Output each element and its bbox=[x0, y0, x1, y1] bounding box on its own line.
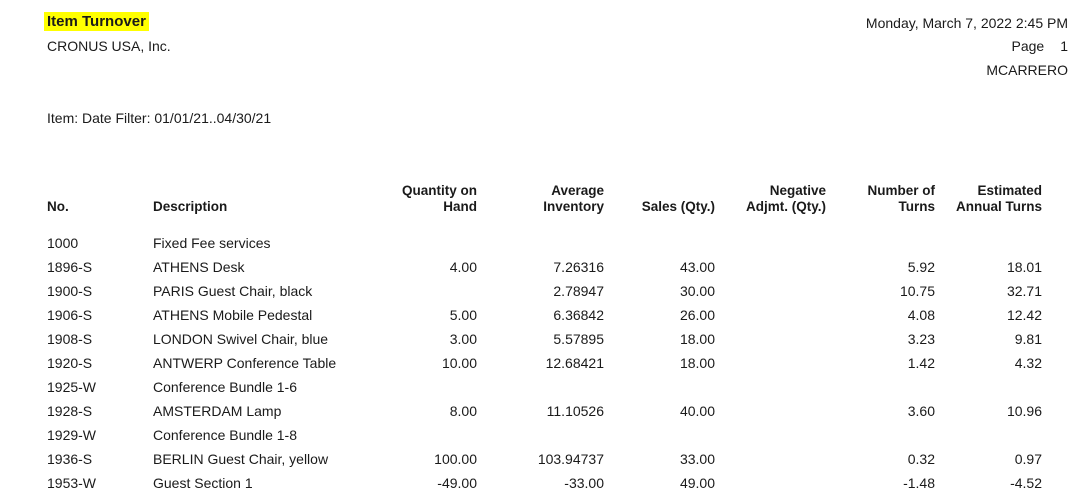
col-header-turns-line1: Number of bbox=[867, 183, 935, 198]
cell-annual-turns bbox=[935, 423, 1042, 447]
cell-neg-adjmt bbox=[715, 375, 826, 399]
cell-number-of-turns bbox=[826, 375, 935, 399]
cell-spacer bbox=[1042, 255, 1073, 279]
col-header-annual-turns-line2: Annual Turns bbox=[956, 199, 1042, 214]
col-header-no: No. bbox=[47, 199, 69, 214]
table-row bbox=[0, 255, 1073, 279]
col-header-turns bbox=[868, 183, 936, 215]
table-row bbox=[0, 279, 1073, 303]
cell-number-of-turns: 3.23 bbox=[907, 331, 935, 347]
cell-number-of-turns: 4.08 bbox=[907, 307, 935, 323]
cell-spacer bbox=[1042, 375, 1073, 399]
cell-sales-qty: 49.00 bbox=[679, 475, 715, 491]
cell-annual-turns: 4.32 bbox=[1014, 355, 1042, 371]
cell-qty-on-hand: 5.00 bbox=[449, 307, 477, 323]
cell-spacer bbox=[0, 471, 47, 495]
cell-spacer bbox=[0, 255, 47, 279]
cell-spacer bbox=[0, 375, 47, 399]
cell-item-no: 1936-S bbox=[47, 451, 93, 467]
cell-sales-qty: 18.00 bbox=[679, 355, 715, 371]
cell-qty-on-hand bbox=[367, 279, 477, 303]
cell-item-no: 1000 bbox=[47, 235, 79, 251]
cell-avg-inventory: 12.68421 bbox=[545, 355, 604, 371]
cell-qty-on-hand: -49.00 bbox=[437, 475, 477, 491]
cell-description: BERLIN Guest Chair, yellow bbox=[153, 451, 329, 467]
page-label: Page bbox=[1011, 38, 1045, 54]
col-header-annual-turns-line1: Estimated bbox=[977, 183, 1042, 198]
cell-sales-qty: 18.00 bbox=[679, 331, 715, 347]
cell-avg-inventory bbox=[477, 423, 604, 447]
cell-spacer bbox=[1042, 231, 1073, 255]
cell-number-of-turns: 10.75 bbox=[899, 283, 935, 299]
cell-spacer bbox=[1042, 327, 1073, 351]
cell-qty-on-hand: 10.00 bbox=[441, 355, 477, 371]
cell-spacer bbox=[0, 351, 47, 375]
cell-description: Fixed Fee services bbox=[153, 235, 271, 251]
cell-annual-turns: 10.96 bbox=[1006, 403, 1042, 419]
cell-sales-qty bbox=[604, 423, 715, 447]
cell-spacer bbox=[0, 327, 47, 351]
col-header-neg-adjmt-line1: Negative bbox=[769, 183, 826, 198]
table-row bbox=[0, 423, 1073, 447]
page-indicator bbox=[1012, 38, 1069, 54]
cell-qty-on-hand bbox=[367, 375, 477, 399]
company-name: CRONUS USA, Inc. bbox=[47, 38, 171, 54]
cell-avg-inventory bbox=[477, 375, 604, 399]
cell-avg-inventory: 11.10526 bbox=[546, 403, 604, 419]
report-title: Item Turnover bbox=[44, 12, 149, 31]
cell-sales-qty bbox=[604, 375, 715, 399]
col-header-sales: Sales (Qty.) bbox=[641, 199, 715, 214]
col-header-avg-inventory-line2: Inventory bbox=[543, 199, 604, 214]
cell-item-no: 1908-S bbox=[47, 331, 93, 347]
cell-neg-adjmt bbox=[715, 399, 826, 423]
cell-qty-on-hand bbox=[367, 231, 477, 255]
cell-neg-adjmt bbox=[715, 279, 826, 303]
cell-avg-inventory bbox=[477, 231, 604, 255]
cell-number-of-turns: 1.42 bbox=[907, 355, 935, 371]
col-header-neg-adjmt bbox=[746, 183, 826, 215]
col-header-avg-inventory-line1: Average bbox=[551, 183, 604, 198]
cell-neg-adjmt bbox=[715, 327, 826, 351]
cell-spacer bbox=[1042, 279, 1073, 303]
item-turnover-table bbox=[0, 231, 1073, 495]
cell-description: Conference Bundle 1-8 bbox=[153, 427, 297, 443]
cell-neg-adjmt bbox=[715, 447, 826, 471]
cell-sales-qty: 43.00 bbox=[679, 259, 715, 275]
cell-description: ATHENS Desk bbox=[153, 259, 245, 275]
cell-item-no: 1929-W bbox=[47, 427, 97, 443]
cell-item-no: 1953-W bbox=[47, 475, 97, 491]
cell-item-no: 1925-W bbox=[47, 379, 97, 395]
cell-spacer bbox=[1042, 399, 1073, 423]
col-header-qty-on-hand-line1: Quantity on bbox=[402, 183, 477, 198]
cell-neg-adjmt bbox=[715, 303, 826, 327]
cell-item-no: 1906-S bbox=[47, 307, 93, 323]
col-header-annual-turns bbox=[956, 183, 1042, 215]
cell-annual-turns: 0.97 bbox=[1014, 451, 1042, 467]
cell-item-no: 1896-S bbox=[47, 259, 93, 275]
cell-sales-qty: 33.00 bbox=[679, 451, 715, 467]
cell-item-no: 1900-S bbox=[47, 283, 93, 299]
cell-description: AMSTERDAM Lamp bbox=[153, 403, 282, 419]
cell-avg-inventory: 6.36842 bbox=[553, 307, 604, 323]
table-row bbox=[0, 327, 1073, 351]
cell-number-of-turns bbox=[826, 423, 935, 447]
col-header-description: Description bbox=[153, 199, 228, 214]
cell-sales-qty: 40.00 bbox=[679, 403, 715, 419]
cell-annual-turns: 9.81 bbox=[1014, 331, 1042, 347]
cell-qty-on-hand: 100.00 bbox=[434, 451, 477, 467]
col-header-qty-on-hand-line2: Hand bbox=[443, 199, 477, 214]
cell-spacer bbox=[0, 399, 47, 423]
cell-sales-qty bbox=[604, 231, 715, 255]
cell-spacer bbox=[1042, 423, 1073, 447]
table-row bbox=[0, 231, 1073, 255]
cell-description: Guest Section 1 bbox=[153, 475, 253, 491]
col-header-avg-inventory bbox=[543, 183, 604, 215]
cell-spacer bbox=[1042, 303, 1073, 327]
table-row bbox=[0, 351, 1073, 375]
table-row bbox=[0, 375, 1073, 399]
report-date: Monday, March 7, 2022 2:45 PM bbox=[865, 15, 1068, 31]
cell-description: Conference Bundle 1-6 bbox=[153, 379, 297, 395]
table-row bbox=[0, 303, 1073, 327]
cell-spacer bbox=[0, 279, 47, 303]
cell-description: LONDON Swivel Chair, blue bbox=[153, 331, 329, 347]
user-id: MCARRERO bbox=[986, 62, 1068, 78]
cell-qty-on-hand: 8.00 bbox=[449, 403, 477, 419]
col-header-qty-on-hand bbox=[402, 183, 477, 215]
cell-sales-qty: 26.00 bbox=[679, 307, 715, 323]
cell-annual-turns: 12.42 bbox=[1006, 307, 1042, 323]
cell-annual-turns: 18.01 bbox=[1006, 259, 1042, 275]
cell-item-no: 1920-S bbox=[47, 355, 93, 371]
cell-avg-inventory: 2.78947 bbox=[553, 283, 604, 299]
cell-number-of-turns: -1.48 bbox=[903, 475, 935, 491]
cell-neg-adjmt bbox=[715, 231, 826, 255]
date-filter: Item: Date Filter: 01/01/21..04/30/21 bbox=[47, 110, 272, 126]
cell-spacer bbox=[0, 447, 47, 471]
cell-number-of-turns: 0.32 bbox=[907, 451, 935, 467]
cell-number-of-turns bbox=[826, 231, 935, 255]
cell-avg-inventory: 5.57895 bbox=[553, 331, 604, 347]
col-header-turns-line2: Turns bbox=[898, 199, 935, 214]
cell-spacer bbox=[0, 231, 47, 255]
col-header-neg-adjmt-line2: Adjmt. (Qty.) bbox=[746, 199, 826, 214]
cell-spacer bbox=[1042, 447, 1073, 471]
table-row bbox=[0, 447, 1073, 471]
cell-qty-on-hand: 4.00 bbox=[449, 259, 477, 275]
cell-neg-adjmt bbox=[715, 471, 826, 495]
cell-description: ATHENS Mobile Pedestal bbox=[153, 307, 313, 323]
cell-avg-inventory: 103.94737 bbox=[537, 451, 604, 467]
cell-annual-turns bbox=[935, 375, 1042, 399]
cell-spacer bbox=[1042, 351, 1073, 375]
table-row bbox=[0, 399, 1073, 423]
cell-qty-on-hand: 3.00 bbox=[449, 331, 477, 347]
cell-annual-turns bbox=[935, 231, 1042, 255]
cell-number-of-turns: 5.92 bbox=[907, 259, 935, 275]
cell-annual-turns: 32.71 bbox=[1006, 283, 1042, 299]
table-row bbox=[0, 471, 1073, 495]
cell-spacer bbox=[0, 423, 47, 447]
cell-avg-inventory: -33.00 bbox=[564, 475, 604, 491]
cell-spacer bbox=[1042, 471, 1073, 495]
cell-item-no: 1928-S bbox=[47, 403, 93, 419]
page-number: 1 bbox=[1060, 38, 1068, 54]
cell-neg-adjmt bbox=[715, 255, 826, 279]
cell-avg-inventory: 7.26316 bbox=[553, 259, 604, 275]
cell-description: PARIS Guest Chair, black bbox=[153, 283, 313, 299]
cell-description: ANTWERP Conference Table bbox=[153, 355, 337, 371]
cell-neg-adjmt bbox=[715, 351, 826, 375]
cell-qty-on-hand bbox=[367, 423, 477, 447]
cell-sales-qty: 30.00 bbox=[679, 283, 715, 299]
cell-annual-turns: -4.52 bbox=[1010, 475, 1042, 491]
cell-spacer bbox=[0, 303, 47, 327]
cell-neg-adjmt bbox=[715, 423, 826, 447]
cell-number-of-turns: 3.60 bbox=[907, 403, 935, 419]
